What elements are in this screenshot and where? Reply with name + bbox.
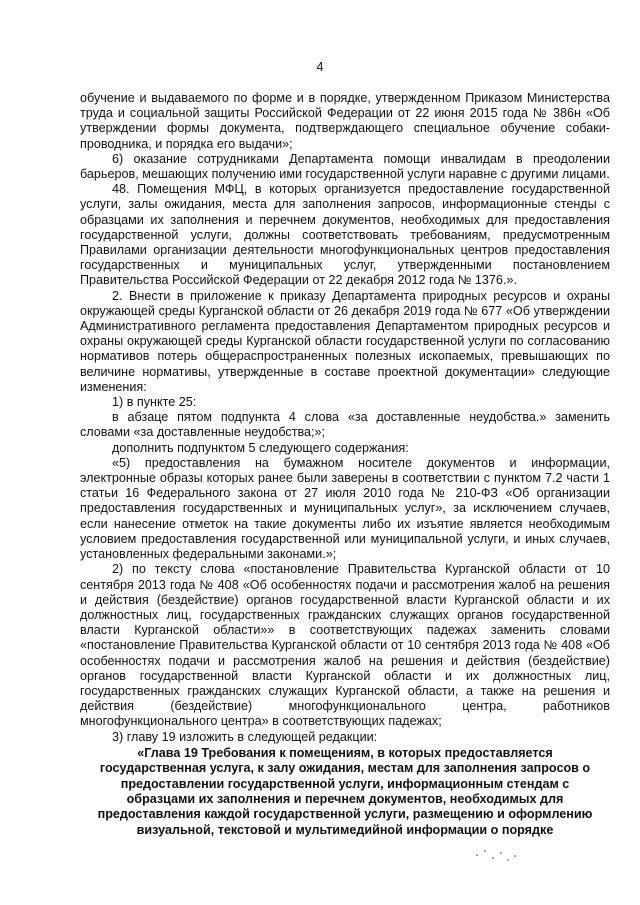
paragraph-10: 3) главу 19 изложить в следующей редакции:: [112, 729, 378, 744]
document-body: [80, 91, 610, 838]
paragraph-5: 1) в пункте 25:: [112, 395, 197, 410]
chapter-heading: «Глава 19 Требования к помещениям, в которых предоставляется государственная услуга, к залу ожидания, местам для заполнения запросов о предоставлении государственной услуги, информационным стендам с образцами их заполнения и перечнем документов, необходимых для предоставления каждой государственной услуги, размещению и оформлению визуальной, текстовой и мультимедийной информации о порядке: [97, 745, 593, 837]
paragraph-4: 2. Внести в приложение к приказу Департамента природных ресурсов и охраны окружающей среды Курганской области от 26 декабря 2019 года № 677 «Об утверждении Административного регламента предоставления Департаментом природных ресурсов и охраны окружающей среды Курганской области государственной услуги по согласованию нормативов потерь общераспространенных полезных ископаемых, превышающих по величине нормативы, утвержденные в составе проектной документации» следующие изменения:: [80, 288, 610, 394]
paragraph-8: «5) предоставления на бумажном носителе документов и информации, электронные образы которых ранее были заверены в соответствии с пунктом 7.2 части 1 статьи 16 Федерального закона от 27 июля 2010 года № 210-ФЗ «Об организации предоставления государственных и муниципальных услуг», за исключением случаев, если нанесение отметок на такие документы либо их изъятие является необходимым условием предоставления государственной или муниципальной услуги, и иных случаев, установленных федеральными законами.»;: [80, 455, 610, 562]
scan-speckle: [470, 846, 520, 866]
paragraph-2: 6) оказание сотрудниками Департамента помощи инвалидам в преодолении барьеров, мешающих получению ими государственной услуги наравне с другими лицами.: [80, 151, 610, 182]
paragraph-7: дополнить подпунктом 5 следующего содержания:: [112, 440, 409, 455]
page-number: 4: [316, 60, 324, 74]
paragraph-6: в абзаце пятом подпункта 4 слова «за доставленные неудобства.» заменить словами «за доставленные неудобства;»;: [80, 410, 610, 440]
paragraph-3: 48. Помещения МФЦ, в которых организуется предоставление государственной услуги, залы ожидания, места для заполнения запросов, информационные стенды с образцами их заполнения и перечнем документов, необходимых для предоставления государственной услуги, должны соответствовать требованиям, предусмотренным Правилами организации деятельности многофункциональных центров предоставления государственных и муниципальных услуг, утвержденными постановлением Правительства Российской Федерации от 22 декабря 2012 года № 1376.».: [80, 182, 610, 288]
paragraph-1: обучение и выдаваемого по форме и в порядке, утвержденном Приказом Министерства труда и социальной защиты Российской Федерации от 22 июня 2015 года № 386н «Об утверждении формы документа, подтверждающего специальное обучение собаки-проводника, и порядка его выдачи»;: [80, 91, 610, 151]
paragraph-9: 2) по тексту слова «постановление Правительства Курганской области от 10 сентября 2013 года № 408 «Об особенностях подачи и рассмотрения жалоб на решения и действия (бездействие) органов государственной власти Курганской области и их должностных лиц, государственных гражданских служащих органов государственной власти Курганской области»» в соответствующих падежах заменить словами «постановление Правительства Курганской области от 10 сентября 2013 года № 408 «Об особенностях подачи и рассмотрения жалоб на решения и действия (бездействие) органов государственной власти Курганской области и их должностных лиц, государственных гражданских служащих Курганской области, а также на решения и действия (бездействие) многофункционального центра, работников многофункционального центра» в соответствующих падежах;: [80, 562, 610, 729]
